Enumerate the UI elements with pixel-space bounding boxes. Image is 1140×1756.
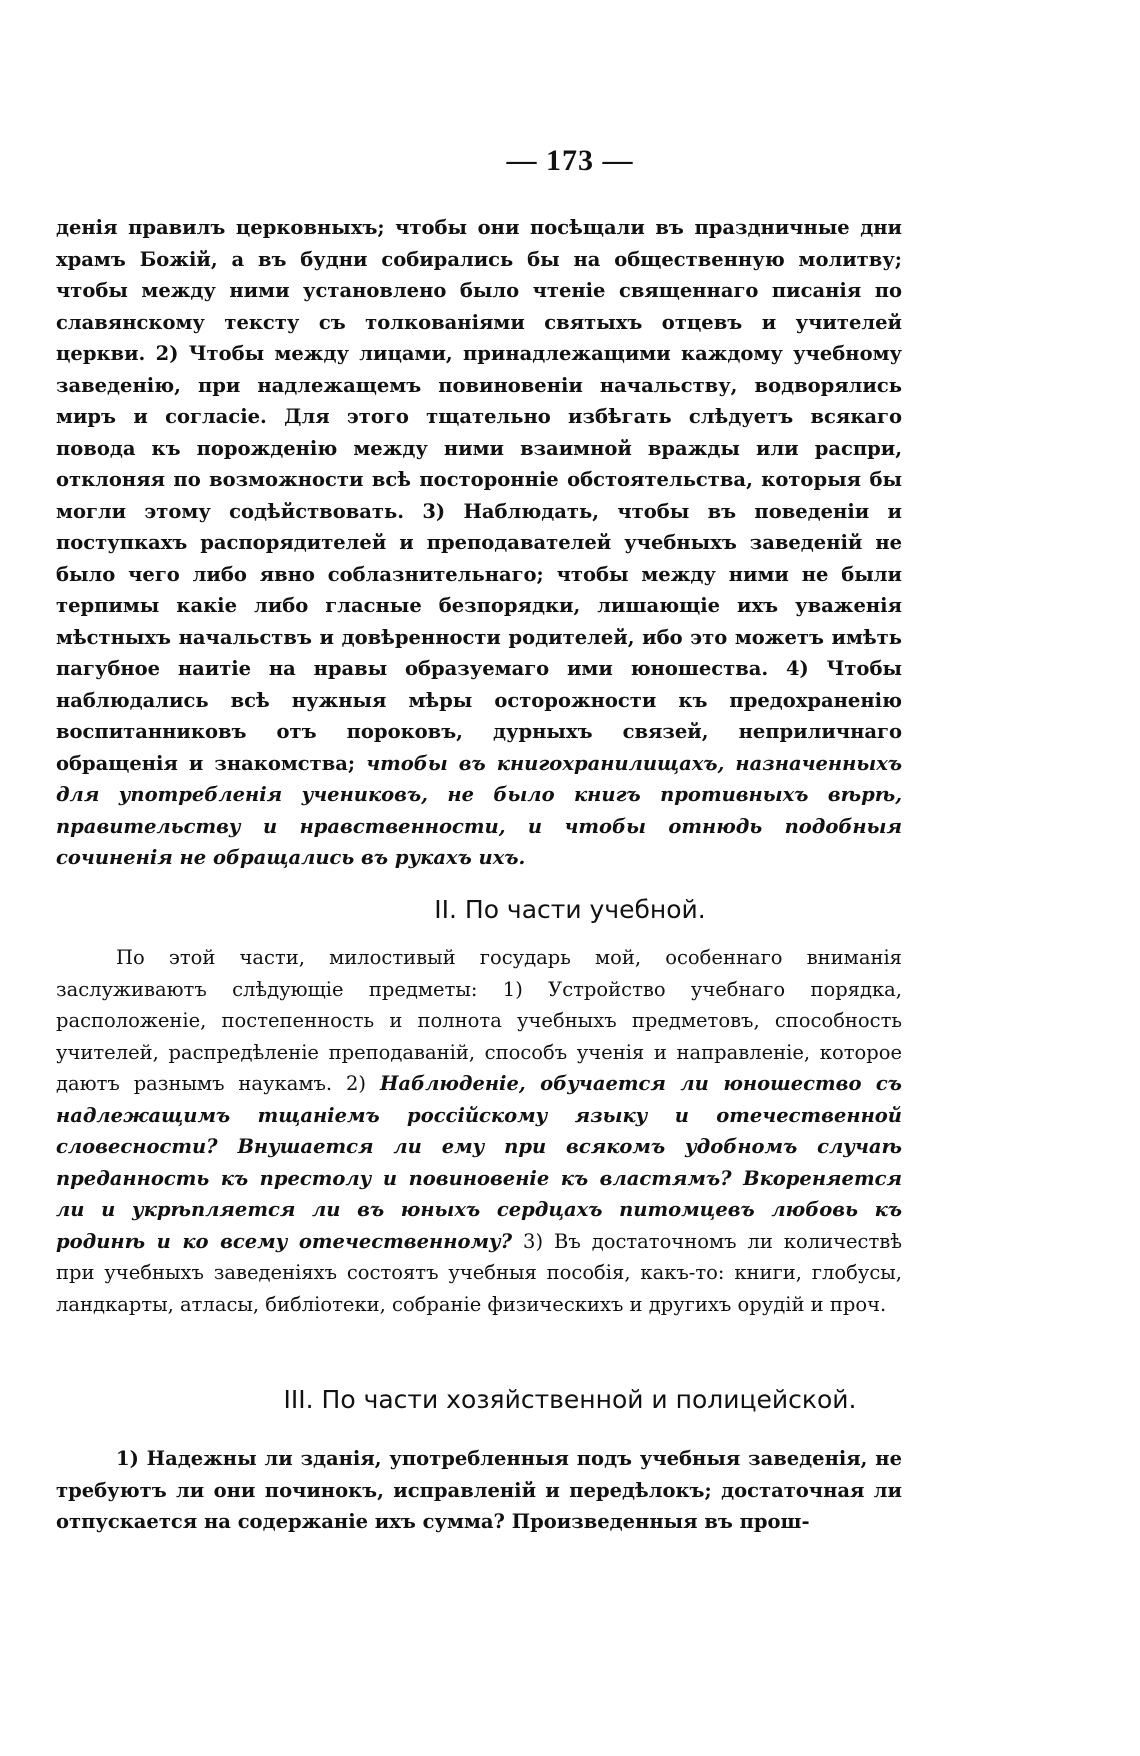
section-heading-economic-police: III. По части хозяйственной и полицейской.: [283, 1385, 857, 1414]
section-heading-educational: II. По части учебной.: [434, 895, 706, 924]
paragraph-2-italic-text: Наблюденіе, обучается ли юношество съ надлежащимъ тщаніемъ россійскому языку и отечественной словесности? Внушается ли ему при всякомъ удобномъ случаѣ преданность къ престолу и повиновеніе къ властямъ? Вкореняется ли и укрѣпляется ли въ юныхъ сердцахъ питомцевъ любовь къ родинѣ и ко всему отечественному?: [56, 1072, 902, 1253]
paragraph-1: [56, 212, 902, 874]
paragraph-3-text: 1) Надежны ли зданія, употребленныя подъ учебныя заведенія, не требуютъ ли они починокъ, исправленій и передѣлокъ; достаточная ли отпускается на содержаніе ихъ сумма? Произведенныя въ прош-: [56, 1447, 902, 1533]
paragraph-1-text: денія правилъ церковныхъ; чтобы они посѣщали въ праздничные дни храмъ Божій, а въ будни собирались бы на общественную молитву; чтобы между ними установлено было чтеніе священнаго писанія по славянскому тексту съ толкованіями святыхъ отцевъ и учителей церкви. 2) Чтобы между лицами, принадлежащими каждому учебному заведенію, при надлежащемъ повиновеніи начальству, водворялись миръ и согласіе. Для этого тщательно избѣгать слѣдуетъ всякаго повода къ порожденію между ними взаимной вражды или распри, отклоняя по возможности всѣ посторонніе обстоятельства, которыя бы могли этому содѣйствовать. 3) Наблюдать, чтобы въ поведеніи и поступкахъ распорядителей и преподавателей учебныхъ заведеній не было чего либо явно соблазнительнаго; чтобы между ними не были терпимы какіе либо гласные безпорядки, лишающіе ихъ уваженія мѣстныхъ начальствъ и довѣренности родителей, ибо это можетъ имѣть пагубное наитіе на нравы образуемаго ими юношества. 4) Чтобы наблюдались всѣ нужныя мѣры осторожности къ предохраненію воспитанниковъ отъ пороковъ, дурныхъ связей, неприличнаго обращенія и знакомства;: [56, 216, 902, 775]
paragraph-2: [56, 942, 902, 1320]
paragraph-2-text: По этой части, милостивый государь мой, особеннаго вниманія заслуживаютъ слѣдующіе предметы: 1) Устройство учебнаго порядка, расположеніе, постепенность и полнота учебныхъ предметовъ, способность учителей, распредѣленіе преподаваній, способъ ученія и направленіе, которое даютъ разнымъ наукамъ. 2): [56, 946, 902, 1095]
paragraph-2-text-b: 3) Въ достаточномъ ли количествѣ при учебныхъ заведеніяхъ состоятъ учебныя пособія, какъ-то: книги, глобусы, ландкарты, атласы, библіотеки, собраніе физическихъ и другихъ орудій и проч.: [56, 1229, 902, 1316]
paragraph-1-italic-text: чтобы въ книгохранилищахъ, назначенныхъ для употребленія учениковъ, не было книгъ противныхъ вѣрѣ, правительству и нравственности, и чтобы отнюдь подобныя сочиненія не обращались въ рукахъ ихъ.: [56, 751, 903, 869]
page-number: — 173 —: [506, 144, 634, 177]
paragraph-3: [56, 1443, 902, 1538]
